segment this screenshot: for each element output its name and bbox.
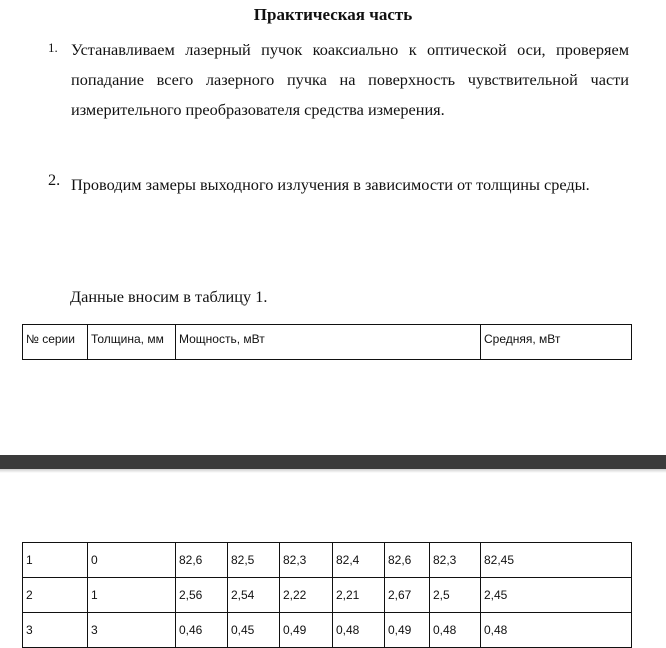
table-cell: 0,49 xyxy=(280,613,333,648)
header-cell: Толщина, мм xyxy=(88,325,176,360)
table-cell: 2,45 xyxy=(481,578,632,613)
table-cell: 2,54 xyxy=(228,578,280,613)
table-cell: 0,48 xyxy=(430,613,481,648)
table-cell: 0,46 xyxy=(176,613,228,648)
table-cell: 82,6 xyxy=(176,543,228,578)
table-note: Данные вносим в таблицу 1. xyxy=(70,287,268,306)
table-cell: 2,5 xyxy=(430,578,481,613)
table-header xyxy=(22,324,632,360)
table-cell: 3 xyxy=(23,613,88,648)
table-cell: 0,48 xyxy=(333,613,385,648)
table-row xyxy=(23,578,632,613)
table-row xyxy=(23,543,632,578)
table-cell: 0,48 xyxy=(481,613,632,648)
list-number: 1. xyxy=(48,40,58,55)
table-cell: 0,49 xyxy=(385,613,430,648)
table-cell: 82,4 xyxy=(333,543,385,578)
list-text: Проводим замеры выходного излучения в зависимости от толщины среды. xyxy=(71,175,590,194)
header-cell: Мощность, мВт xyxy=(176,325,481,360)
page-title: Практическая часть xyxy=(253,5,413,24)
table-cell: 1 xyxy=(23,543,88,578)
table-cell: 2,56 xyxy=(176,578,228,613)
table-cell: 82,3 xyxy=(430,543,481,578)
table-cell: 0 xyxy=(88,543,176,578)
header-cell: Средняя, мВт xyxy=(481,325,632,360)
page-separator xyxy=(0,455,666,469)
list-number: 2. xyxy=(48,170,61,189)
table-cell: 1 xyxy=(88,578,176,613)
table-cell: 0,45 xyxy=(228,613,280,648)
data-table xyxy=(22,542,632,648)
table-cell: 82,45 xyxy=(481,543,632,578)
table-cell: 82,5 xyxy=(228,543,280,578)
table-cell: 2,21 xyxy=(333,578,385,613)
header-cell: № серии xyxy=(23,325,88,360)
table-row xyxy=(23,613,632,648)
table-header-row xyxy=(23,325,632,360)
table-cell: 2 xyxy=(23,578,88,613)
list-text: Устанавливаем лазерный пучок коаксиально к оптической оси, проверяем попадание всего лазерного пучка на поверхность чувствительной части измерительного преобразователя средства измерения. xyxy=(71,40,629,119)
table-cell: 2,22 xyxy=(280,578,333,613)
table-cell: 3 xyxy=(88,613,176,648)
table-cell: 82,6 xyxy=(385,543,430,578)
table-cell: 82,3 xyxy=(280,543,333,578)
table-cell: 2,67 xyxy=(385,578,430,613)
